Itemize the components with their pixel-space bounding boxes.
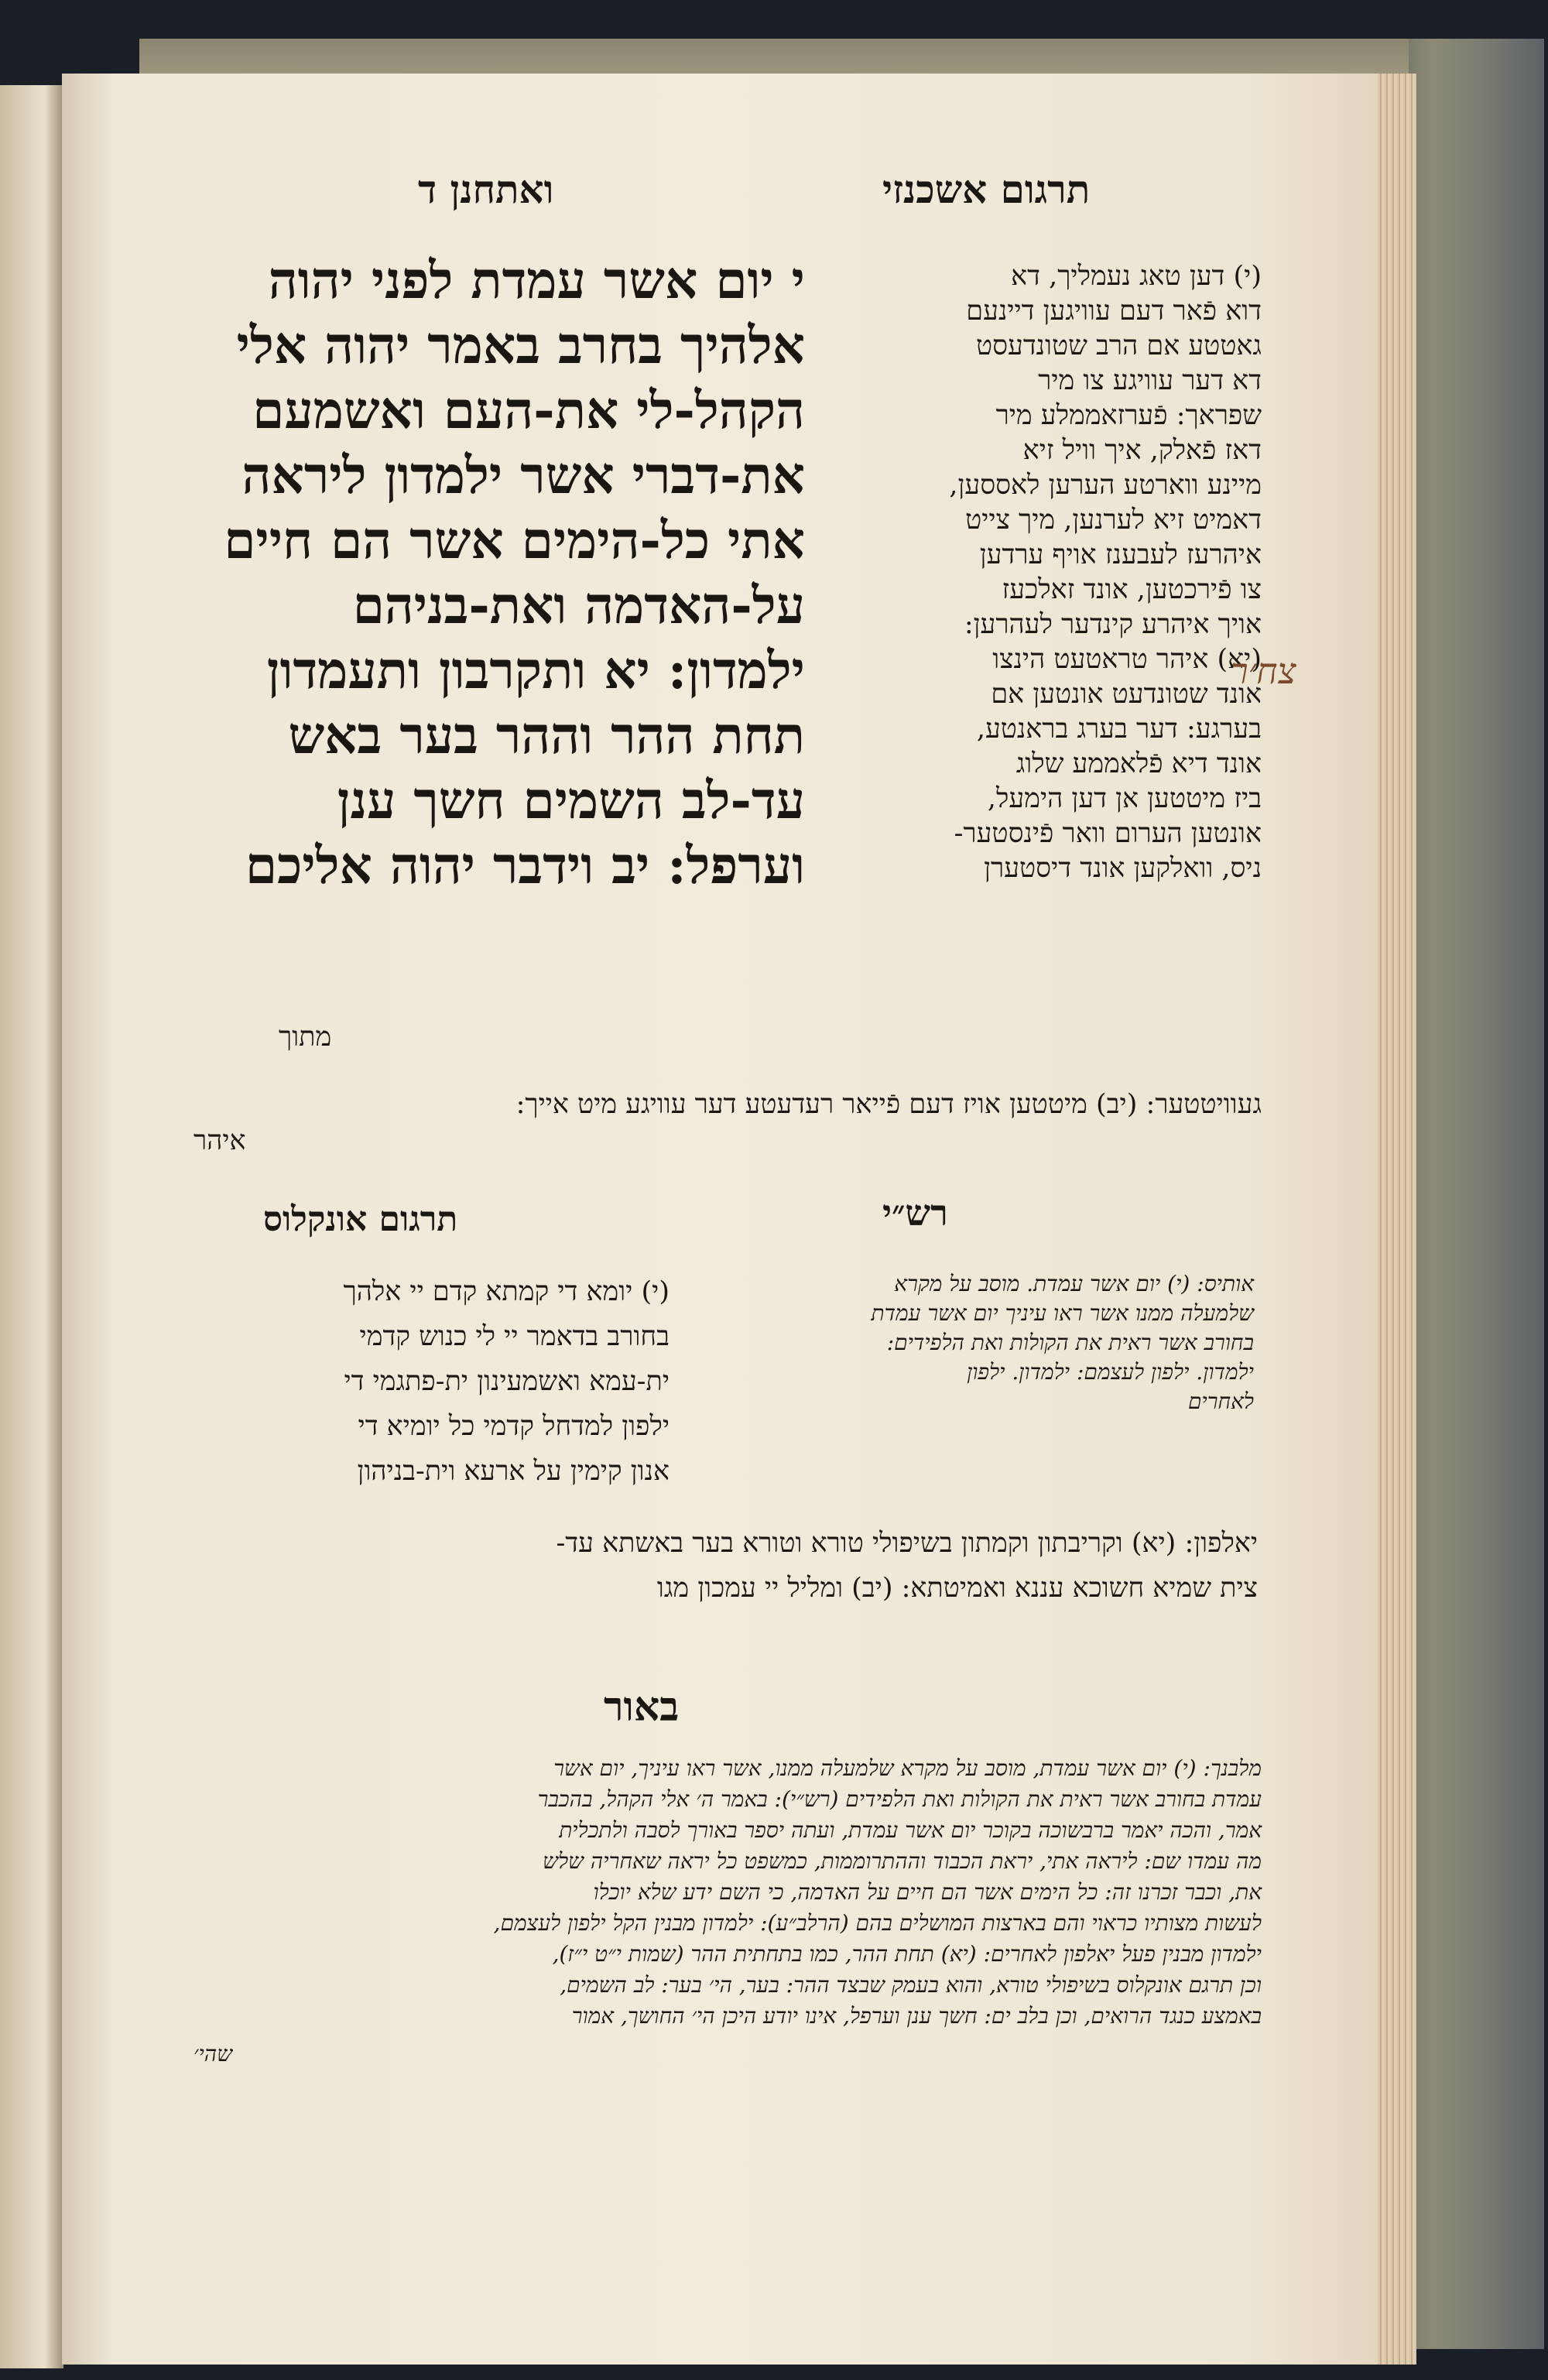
translation-line: שפראך: פֿערזאממלע מיר [995,400,1262,431]
parasha-header: ואתחנן ד [418,166,554,212]
translation-line: מיינע ווארטע הערען לאססען, [949,470,1262,501]
rashi-line: שלמעלה ממנו אשר ראו עיניך יום אשר עמדת [871,1300,1254,1326]
onkelos-line: בחורב בדאמר יי לי כנוש קדמי [359,1321,670,1352]
catchword: מתוך [279,1022,332,1053]
torah-line: אלהיך בחרב באמר יהוה אלי [236,315,805,375]
onkelos-line: יאלפון: (יא) וקריבתון וקמתון בשיפולי טורא וטורא בער באשתא עד- [556,1528,1258,1559]
translation-line: בערגע: דער בערג בראנטע, [976,714,1262,745]
translation-line: ביז מיטטען אן דען הימעל, [987,783,1262,814]
torah-line: על-האדמה ואת-בניהם [352,575,805,635]
onkelos-block [143,1269,670,1494]
torah-line: י יום אשר עמדת לפני יהוה [268,250,805,310]
rashi-block [697,1269,1254,1416]
translation-line: גאטטע אם הרב שטונדעסט [975,330,1262,361]
translation-catchword: איהר [194,1125,246,1156]
translation-line: איהרעז לעבענז אויף ערדען [979,539,1262,570]
translation-line: אויך איהרע קינדער לעהרען: [964,609,1262,640]
torah-line: אתי כל-הימים אשר הם חיים [224,510,805,570]
rashi-line: אותיס: (י) יום אשר עמדת. מוסב על מקרא [894,1271,1254,1296]
onkelos-line: צית שמיא חשוכא עננא ואמיטתא: (יב) ומליל יי עמכון מגו [656,1573,1258,1604]
translation-line: (יא) איהר טראטעט הינצו [992,644,1262,675]
onkelos-full-width [143,1521,1258,1611]
german-translation-block [828,259,1262,886]
torah-text-block [70,248,805,898]
onkelos-line: ילפון למדחל קדמי כל יומיא די [358,1411,670,1442]
biur-header: באור [604,1683,680,1731]
biur-line: מה עמדו שם: ליראה אתי, יראת הכבוד וההתרוממות, כמשפט כל יראה שאחריה שלש [543,1848,1262,1874]
rashi-header: רש״י [882,1192,948,1234]
torah-line: תחת ההר וההר בער באש [288,705,805,765]
onkelos-header: תרגום אונקלוס [263,1200,458,1239]
biur-line: ילמדון מבנין פעל יאלפון לאחרים: (יא) תחת ההר, כמו בתחתית ההר (שמות י״ט י״ז), [552,1941,1262,1967]
rashi-line: ילמדון. ילפון לעצמם: ילמדון. ילפון [967,1359,1254,1385]
translation-line: דוא פֿאר דעם עוויגען דיינעם [966,296,1262,327]
biur-line: לעשות מצותיו כראוי והם בארצות המושלים בהם (הרלב״ע): ילמדון מבנין הקל ילפון לעצמם, [493,1910,1262,1936]
rashi-line: בחורב אשר ראית את הקולות ואת הלפידים: [886,1330,1254,1355]
torah-line: עד-לב השמים חשך ענן [337,770,805,830]
biur-line: אמר, והכה יאמר ברבשוכה בקוכר יום אשר עמדת, ועתה יספר באורך לסבה ולתכלית [559,1817,1262,1843]
biur-block [132,1753,1262,2032]
translation-line: דאמיט זיא לערנען, מיך צייט [965,505,1262,536]
translation-line: אונטען הערום וואר פֿינסטער- [954,818,1262,849]
translation-line: ניס, וואלקען אונד דיסטערן [984,853,1262,884]
translation-line: (י) דען טאג נעמליך, דא [1011,261,1262,292]
rashi-line: לאחרים [1187,1389,1254,1414]
translation-line: אונד שטונדעט אונטען אם [991,679,1262,710]
translation-header: תרגום אשכנזי [882,166,1091,212]
torah-line: את-דברי אשר ילמדון ליראה [241,445,805,505]
translation-line: דאז פֿאלק, איך וויל זיא [1022,435,1262,466]
biur-line: מלבנך: (י) יום אשר עמדת, מוסב על מקרא שלמעלה ממנו, אשר ראו עיניך, יום אשר [553,1755,1262,1781]
torah-line: הקהל-לי את-העם ואשמעם [252,380,805,440]
facing-page-edge [0,85,63,2368]
handwritten-margin-note: צח׳ר [1231,650,1296,692]
biur-line: וכן תרגם אונקלוס בשיפולי טורא, והוא בעמק שבצד ההר: בער, הי׳ בער: לב השמים, [560,1972,1262,1998]
torah-line: ילמדון: יא ותקרבון ותעמדון [266,640,805,700]
translation-footer-line: געוויטטער: (יב) מיטטען אויז דעם פֿייאר רעדעטע דער עוויגע מיט אייך: [515,1089,1262,1120]
onkelos-line: ית-עמא ואשמעינון ית-פתגמי די [344,1366,670,1397]
torah-line: וערפל: יב וידבר יהוה אליכם [245,835,805,895]
biur-line: באמצע כנגד הרואים, וכן בלב ים: חשך ענן וערפל, אינו יודע היכן הי׳ החושך, אמור [571,2003,1262,2029]
onkelos-line: אנון קימין על ארעא וית-בניהון [357,1456,670,1487]
biur-line: את, וכבר זכרנו זה: כל הימים אשר הם חיים על האדמה, כי השם ידע שלא יוכלו [593,1879,1262,1905]
biur-catchword: שהי׳ [194,2041,233,2067]
translation-line: צו פֿירכטען, אונד זאלכעז [1002,574,1262,605]
translation-line: אונד דיא פֿלאממע שלוג [1015,748,1262,779]
biur-line: עמדת בחורב אשר ראית את הקולות ואת הלפידים (רש״י): באמר ה׳ אלי הקהל, בהכבר [537,1786,1262,1812]
translation-line: דא דער עוויגע צו מיר [1038,365,1262,396]
onkelos-line: (י) יומא די קמתא קדם יי אלהך [343,1276,670,1307]
